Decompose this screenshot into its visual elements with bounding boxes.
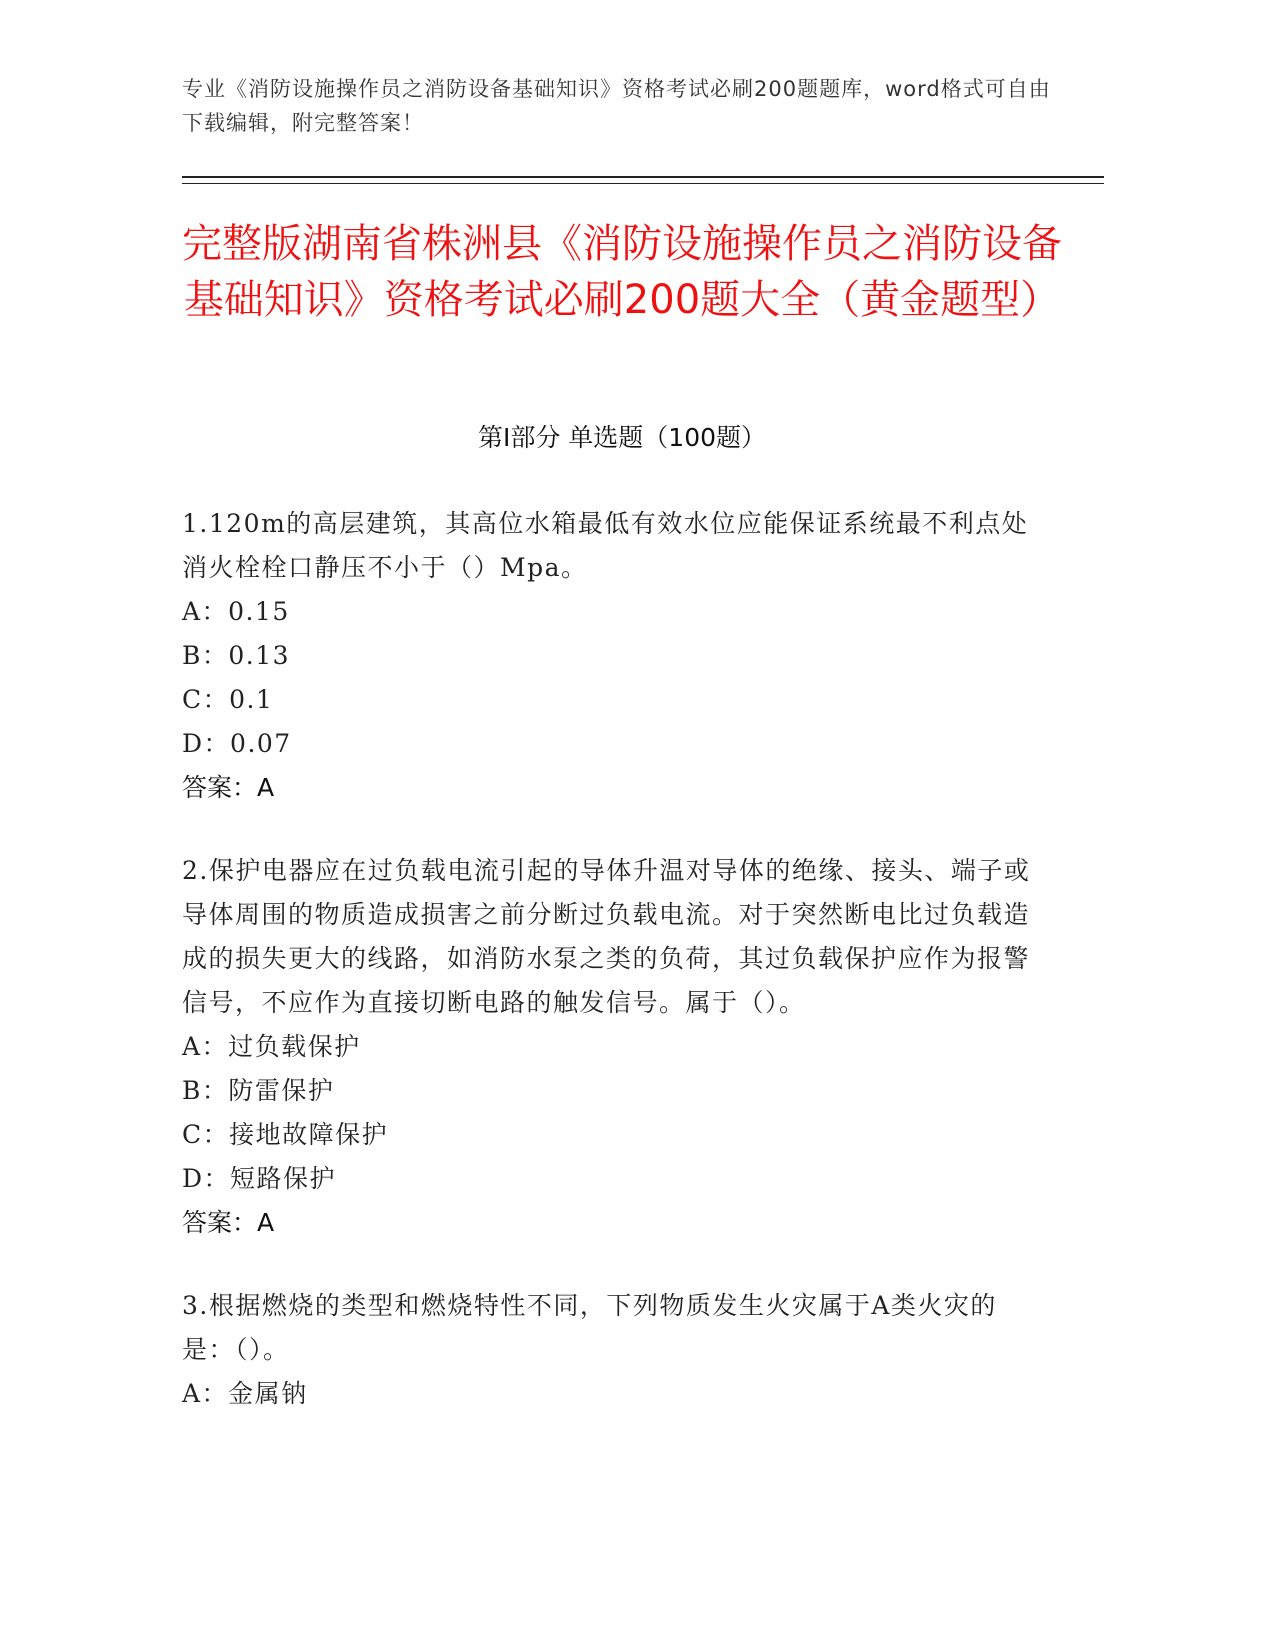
document-title: 完整版湖南省株洲县《消防设施操作员之消防设备基础知识》资格考试必刷200题大全（黄金题型） <box>182 221 1062 323</box>
question-stem: 1.120m的高层建筑，其高位水箱最低有效水位应能保证系统最不利点处消火栓栓口静压不小于（）Mpa。 <box>182 509 1029 582</box>
option-text: 金属钠 <box>228 1379 308 1408</box>
option-key: A： <box>182 1379 229 1408</box>
option-text: 0.15 <box>228 597 290 626</box>
question-stem: 3.根据燃烧的类型和燃烧特性不同，下列物质发生火灾属于A类火灾的是：（）。 <box>182 1291 997 1364</box>
option-key: C： <box>182 1120 230 1149</box>
option-text: 过负载保护 <box>228 1032 361 1061</box>
option-key: B： <box>182 1076 229 1105</box>
option-text: 0.13 <box>228 641 291 670</box>
question-1 <box>182 502 1042 810</box>
option-text: 短路保护 <box>230 1164 337 1193</box>
answer-line: 答案：A <box>182 773 275 802</box>
option-key: C： <box>182 685 230 714</box>
option-a <box>182 590 1042 634</box>
option-a <box>182 1372 1042 1416</box>
question-list <box>182 502 1042 1455</box>
option-text: 0.07 <box>230 729 292 758</box>
option-c <box>182 1113 1042 1157</box>
question-2 <box>182 849 1042 1245</box>
option-key: A： <box>182 1032 229 1061</box>
option-c <box>182 678 1042 722</box>
option-b <box>182 1069 1042 1113</box>
header-divider-thick <box>182 176 1104 178</box>
question-stem: 2.保护电器应在过负载电流引起的导体升温对导体的绝缘、接头、端子或导体周围的物质造成损害之前分断过负载电流。对于突然断电比过负载造成的损失更大的线路，如消防水泵之类的负荷，其过负载保护应作为报警信号，不应作为直接切断电路的触发信号。属于（）。 <box>182 856 1031 1017</box>
header-divider-thin <box>182 183 1104 184</box>
option-key: A： <box>182 597 229 626</box>
answer-line: 答案：A <box>182 1208 275 1237</box>
option-b <box>182 634 1042 678</box>
header-note: 专业《消防设施操作员之消防设备基础知识》资格考试必刷200题题库，word格式可自由下载编辑，附完整答案！ <box>182 77 1051 135</box>
option-d <box>182 1157 1042 1201</box>
option-key: B： <box>182 641 229 670</box>
option-text: 防雷保护 <box>228 1076 335 1105</box>
section-heading: 第I部分 单选题（100题） <box>477 423 767 452</box>
option-a <box>182 1025 1042 1069</box>
option-text: 0.1 <box>229 685 274 714</box>
option-d <box>182 722 1042 766</box>
option-text: 接地故障保护 <box>229 1120 389 1149</box>
option-key: D： <box>182 729 231 758</box>
question-3 <box>182 1284 1042 1416</box>
option-key: D： <box>182 1164 231 1193</box>
